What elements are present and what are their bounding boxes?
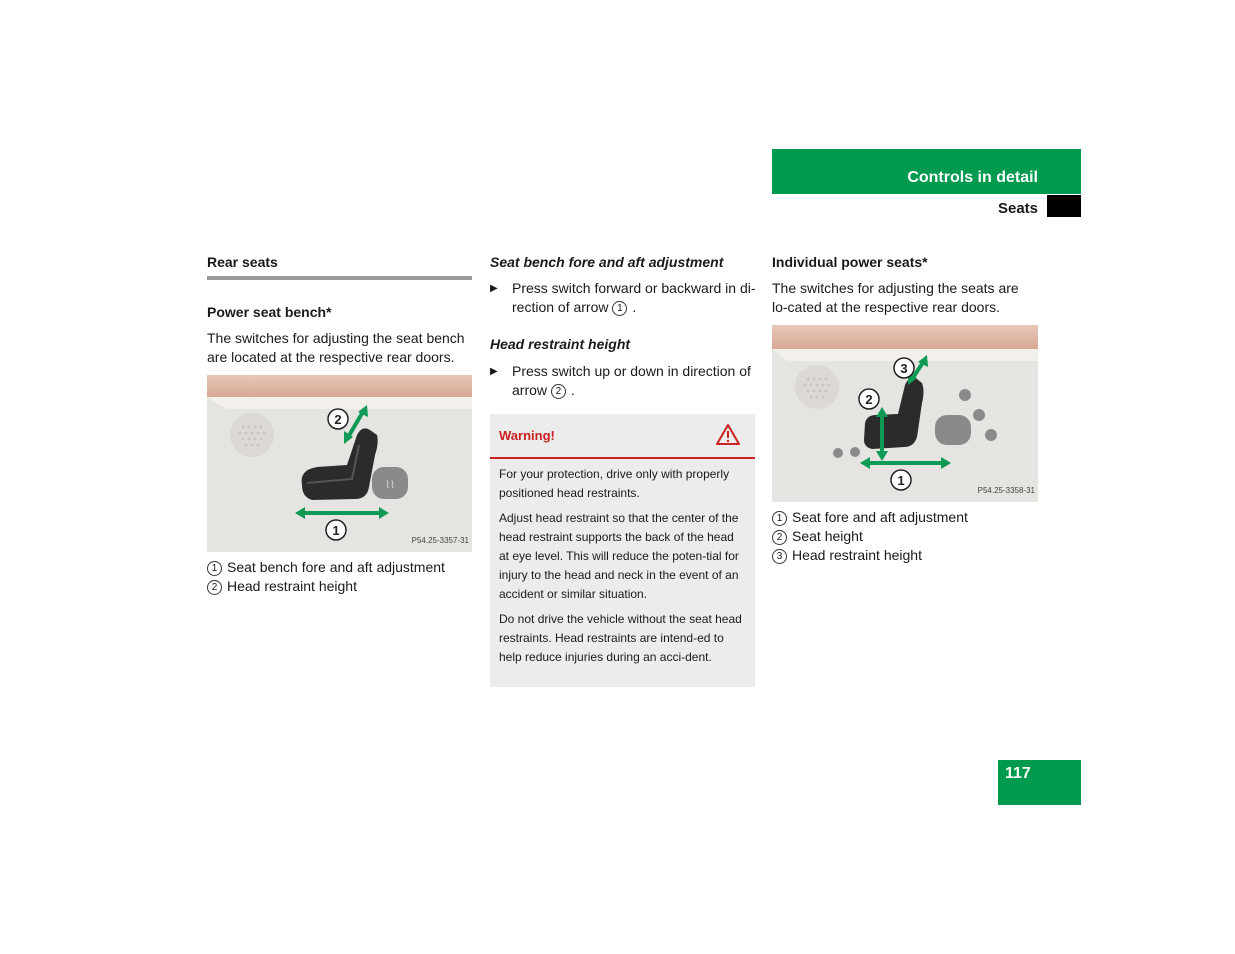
middle-column: [490, 253, 756, 400]
head-restraint-heading: Head restraint height: [490, 336, 631, 352]
subsection-title: Seats: [997, 200, 1038, 217]
heading-rule: [207, 276, 472, 280]
svg-text:1: 1: [897, 473, 905, 488]
individual-seats-heading: Individual power seats*: [772, 254, 928, 270]
seat-bench-figure: [207, 375, 472, 552]
legend-item: 2 Seat height: [772, 527, 1038, 546]
individual-seats-illustration: [772, 325, 1038, 502]
individual-seats-legend: [772, 508, 1038, 565]
warning-paragraph: For your protection, drive only with properly positioned head restraints.: [499, 467, 730, 500]
legend-item: 3 Head restraint height: [772, 546, 1038, 565]
bullet-triangle-icon: ▶: [490, 366, 498, 377]
right-column: [772, 253, 1038, 565]
head-restraint-step: ▶ Press switch up or down in direction of arrow 2 .: [490, 363, 751, 398]
svg-text:2: 2: [865, 392, 873, 407]
section-title: Controls in detail: [907, 169, 1038, 186]
bullet-triangle-icon: ▶: [490, 283, 498, 294]
fore-aft-heading: Seat bench fore and aft adjustment: [490, 254, 724, 270]
left-column: [207, 253, 472, 596]
power-seat-bench-heading: Power seat bench*: [207, 304, 332, 320]
figure-id: P54.25-3358-31: [977, 486, 1035, 495]
warning-box: [490, 414, 755, 687]
legend-item: 1 Seat bench fore and aft adjustment: [207, 558, 472, 577]
subsection-marker: [1047, 195, 1081, 217]
warning-paragraph: Do not drive the vehicle without the seat head restraints. Head restraints are intend-ed to help reduce injuries during an acci-dent.: [499, 612, 742, 664]
page-number: 117: [1005, 765, 1031, 782]
svg-text:3: 3: [900, 361, 908, 376]
warning-triangle-icon: [715, 423, 741, 446]
seat-bench-legend: [207, 558, 472, 596]
warning-body: [490, 459, 755, 667]
svg-text:⌇⌇: ⌇⌇: [385, 480, 395, 491]
individual-seats-intro: The switches for adjusting the seats are lo-cated at the respective rear doors.: [772, 280, 1019, 315]
page-number-box: [998, 760, 1081, 805]
warning-title: Warning!: [499, 428, 555, 443]
svg-text:1: 1: [332, 523, 340, 538]
svg-text:2: 2: [334, 412, 342, 427]
warning-header: [490, 414, 755, 459]
seat-bench-illustration: [207, 375, 472, 552]
rear-seats-heading: Rear seats: [207, 254, 278, 270]
section-header-bar: [772, 149, 1081, 194]
figure-id: P54.25-3357-31: [411, 536, 469, 545]
individual-seats-figure: [772, 325, 1038, 502]
legend-item: 2 Head restraint height: [207, 577, 472, 596]
power-seat-bench-intro: The switches for adjusting the seat bench are located at the respective rear doors.: [207, 330, 465, 365]
legend-item: 1 Seat fore and aft adjustment: [772, 508, 1038, 527]
fore-aft-step: ▶ Press switch forward or backward in di- rection of arrow 1 .: [490, 280, 756, 315]
warning-paragraph: Adjust head restraint so that the center of the head restraint supports the back of the head at eye level. This will reduce the poten-tial for injury to the head and neck in the event of an accident or similar situation.: [499, 511, 739, 601]
